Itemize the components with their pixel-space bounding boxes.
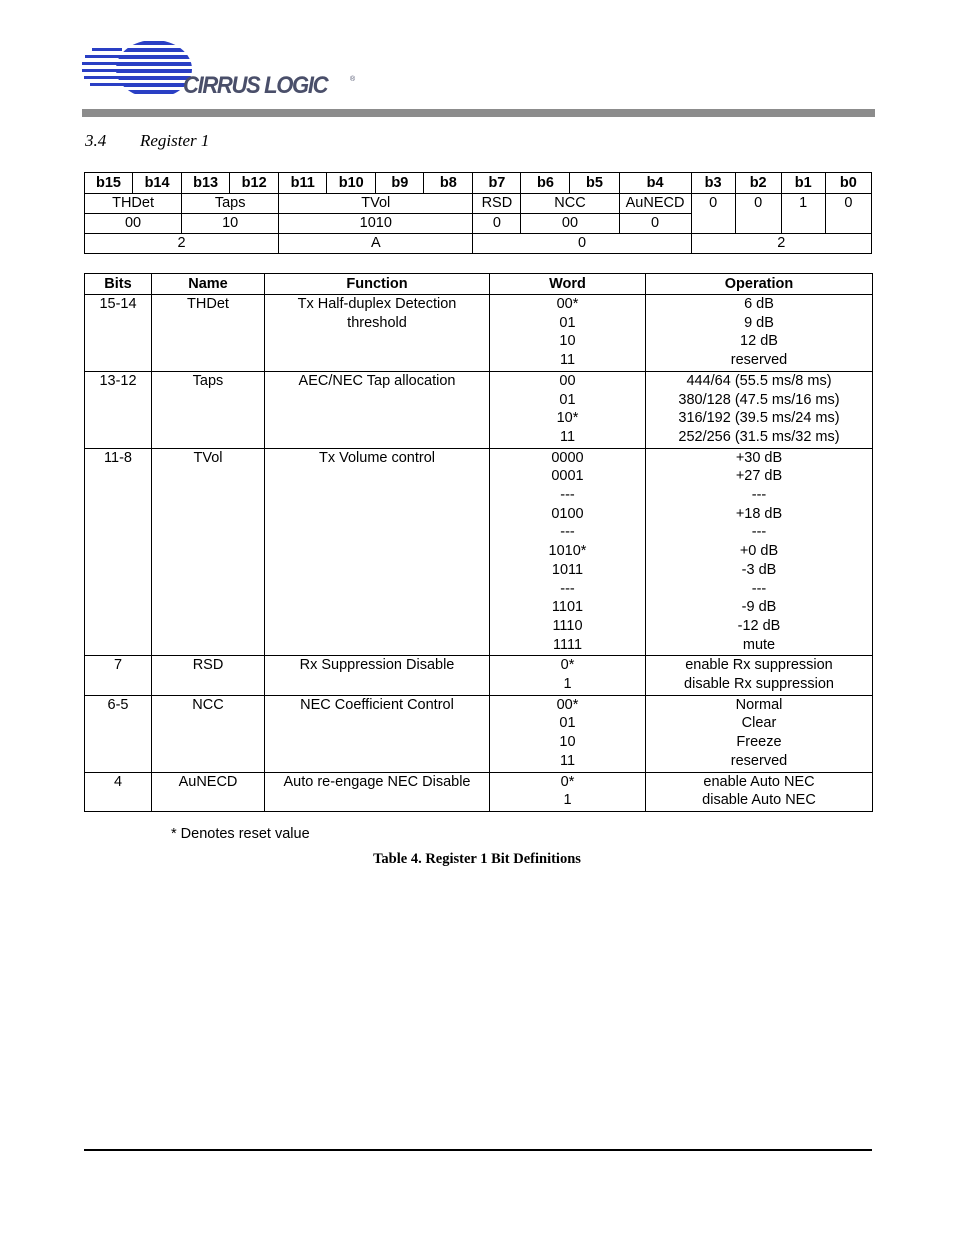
cell-word-line: 1 <box>563 676 572 693</box>
cell-operation-line: +30 dB <box>735 449 783 466</box>
cell-operation <box>646 656 873 695</box>
cell-operation-line: 444/64 (55.5 ms/8 ms) <box>686 372 832 389</box>
table-row <box>85 371 873 448</box>
bit-header: b0 <box>825 173 871 194</box>
field-name-row <box>85 194 872 214</box>
value-thdet: 00 <box>85 214 182 234</box>
column-header-name: Name <box>152 274 265 295</box>
definitions-body <box>85 295 873 812</box>
bit-header-row <box>85 173 872 194</box>
cell-word <box>490 695 646 772</box>
registered-mark: ® <box>350 76 356 83</box>
fixed-bit-b1: 1 <box>781 194 825 234</box>
cell-word-line: 0* <box>560 773 575 790</box>
header-bar <box>82 109 875 117</box>
cell-function-line: Rx Suppression Disable <box>299 657 455 674</box>
cell-operation-line: +0 dB <box>739 543 779 560</box>
cell-operation <box>646 371 873 448</box>
cell-word-line: 0001 <box>551 468 584 485</box>
bit-definitions-table <box>84 273 873 812</box>
cell-operation-line: disable Auto NEC <box>702 792 816 809</box>
cell-word-line: 1011 <box>551 561 584 578</box>
cell-function-line: threshold <box>347 314 407 331</box>
bit-header: b10 <box>327 173 376 194</box>
table-row <box>85 772 873 811</box>
column-header-word: Word <box>490 274 646 295</box>
bit-header: b14 <box>133 173 182 194</box>
cell-operation-line: reserved <box>730 352 788 369</box>
bit-header: b9 <box>376 173 424 194</box>
cell-operation-line: 6 dB <box>744 296 774 312</box>
value-rsd: 0 <box>473 214 521 234</box>
cell-function-line: Tx Volume control <box>318 449 436 466</box>
footnote: * Denotes reset value <box>171 826 310 842</box>
column-header-function: Function <box>265 274 490 295</box>
cell-operation-line: mute <box>742 636 776 653</box>
cell-bits: 6-5 <box>85 695 152 772</box>
cell-bits: 15-14 <box>85 295 152 372</box>
table-row <box>85 295 873 372</box>
cell-operation-line: +27 dB <box>735 468 783 485</box>
cell-operation-line: --- <box>751 524 767 541</box>
cell-name: RSD <box>152 656 265 695</box>
cell-function-line: NEC Coefficient Control <box>300 696 454 713</box>
field-tvol: TVol <box>279 194 473 214</box>
cell-name: NCC <box>152 695 265 772</box>
cell-word-line: 1010* <box>548 543 587 560</box>
cell-operation-line: 9 dB <box>744 314 774 331</box>
fixed-bit-b2: 0 <box>735 194 781 234</box>
definitions-header-row <box>85 274 873 295</box>
cell-function <box>265 295 490 372</box>
register-bit-layout-table <box>84 172 872 254</box>
bit-header: b15 <box>85 173 133 194</box>
cell-operation <box>646 772 873 811</box>
table-caption: Table 4. Register 1 Bit Definitions <box>373 851 581 867</box>
hex-digit: 0 <box>473 234 691 254</box>
cell-word-line: 01 <box>559 391 576 408</box>
value-tvol: 1010 <box>279 214 473 234</box>
cell-bits: 7 <box>85 656 152 695</box>
cell-word-line: --- <box>560 580 575 597</box>
cell-name: AuNECD <box>152 772 265 811</box>
cell-bits: 11-8 <box>85 448 152 656</box>
cell-function <box>265 448 490 656</box>
section-heading <box>85 131 209 151</box>
cell-word-line: 01 <box>559 715 576 732</box>
bit-header: b5 <box>570 173 619 194</box>
cell-name: THDet <box>152 295 265 372</box>
hex-digit: 2 <box>691 234 871 254</box>
cell-operation <box>646 295 873 372</box>
cell-operation-line: 252/256 (31.5 ms/32 ms) <box>678 428 840 445</box>
cell-word <box>490 448 646 656</box>
cell-operation-line: reserved <box>730 752 788 769</box>
cell-word <box>490 371 646 448</box>
column-header-operation: Operation <box>646 274 873 295</box>
section-number: 3.4 <box>85 131 107 150</box>
cell-word-line: 1 <box>563 792 572 809</box>
bit-header: b11 <box>279 173 327 194</box>
bit-header: b2 <box>735 173 781 194</box>
cell-word-line: 10 <box>559 734 576 751</box>
cell-word-line: --- <box>560 524 575 541</box>
bit-header: b12 <box>230 173 279 194</box>
cell-operation-line: -3 dB <box>741 561 777 578</box>
table-row <box>85 656 873 695</box>
field-taps: Taps <box>182 194 279 214</box>
cell-function <box>265 695 490 772</box>
cell-word-line: 11 <box>559 352 576 369</box>
footer-rule <box>84 1149 872 1151</box>
table-row <box>85 448 873 656</box>
cell-operation-line: 12 dB <box>740 333 778 350</box>
cell-function <box>265 371 490 448</box>
bit-header: b1 <box>781 173 825 194</box>
cell-word-line: 1101 <box>551 599 584 616</box>
cell-word-line: 0000 <box>551 449 584 466</box>
bit-header: b4 <box>619 173 691 194</box>
cell-word <box>490 656 646 695</box>
cell-operation-line: disable Rx suppression <box>684 676 834 693</box>
table-row <box>85 695 873 772</box>
cell-word <box>490 772 646 811</box>
cell-function-line: Tx Half-duplex Detection <box>297 296 457 312</box>
bit-header: b13 <box>182 173 230 194</box>
cell-operation-line: +18 dB <box>735 505 783 522</box>
cell-function <box>265 772 490 811</box>
cell-name: Taps <box>152 371 265 448</box>
cell-word-line: 11 <box>559 752 576 769</box>
bit-header: b8 <box>424 173 473 194</box>
hex-digit: A <box>279 234 473 254</box>
hex-digit: 2 <box>85 234 279 254</box>
field-rsd: RSD <box>473 194 521 214</box>
cell-word-line: 10 <box>559 333 576 350</box>
cell-word-line: 00* <box>556 696 579 713</box>
value-ncc: 00 <box>521 214 619 234</box>
bit-header: b6 <box>521 173 570 194</box>
cell-bits: 13-12 <box>85 371 152 448</box>
section-title: Register 1 <box>140 131 210 150</box>
cell-word-line: 00 <box>559 372 576 389</box>
cell-operation-line: Normal <box>735 696 783 713</box>
cell-operation-line: Freeze <box>736 734 782 751</box>
fixed-bit-b3: 0 <box>691 194 735 234</box>
cell-operation-line: enable Rx suppression <box>685 657 833 674</box>
cell-function-line: AEC/NEC Tap allocation <box>298 372 456 389</box>
cell-operation-line: enable Auto NEC <box>703 773 815 790</box>
cell-bits: 4 <box>85 772 152 811</box>
cell-operation-line: -9 dB <box>741 599 777 616</box>
cell-operation-line: --- <box>751 487 767 504</box>
cell-operation <box>646 695 873 772</box>
value-taps: 10 <box>182 214 279 234</box>
cell-function <box>265 656 490 695</box>
cell-word-line: 11 <box>559 428 576 445</box>
field-aunecd: AuNECD <box>619 194 691 214</box>
cell-function-line: Auto re-engage NEC Disable <box>283 773 471 790</box>
cell-word-line: --- <box>560 487 575 504</box>
cell-word-line: 01 <box>559 314 576 331</box>
cell-name: TVol <box>152 448 265 656</box>
cell-operation-line: 316/192 (39.5 ms/24 ms) <box>678 410 840 427</box>
field-ncc: NCC <box>521 194 619 214</box>
bit-header: b7 <box>473 173 521 194</box>
fixed-bit-b0: 0 <box>825 194 871 234</box>
value-aunecd: 0 <box>619 214 691 234</box>
column-header-bits: Bits <box>85 274 152 295</box>
cell-operation-line: -12 dB <box>737 617 781 634</box>
cell-operation-line: --- <box>751 580 767 597</box>
cell-operation-line: Clear <box>741 715 777 732</box>
cell-word-line: 1111 <box>552 636 583 653</box>
cell-word-line: 00* <box>556 296 579 312</box>
hex-row <box>85 234 872 254</box>
bit-header: b3 <box>691 173 735 194</box>
cell-word <box>490 295 646 372</box>
cell-word-line: 0* <box>560 657 575 674</box>
cell-word-line: 0100 <box>551 505 584 522</box>
cell-word-line: 1110 <box>552 617 583 634</box>
logo-wordmark: CIRRUS LOGIC <box>183 72 328 99</box>
cell-operation <box>646 448 873 656</box>
cell-word-line: 10* <box>556 410 579 427</box>
cell-operation-line: 380/128 (47.5 ms/16 ms) <box>678 391 840 408</box>
field-thdet: THDet <box>85 194 182 214</box>
